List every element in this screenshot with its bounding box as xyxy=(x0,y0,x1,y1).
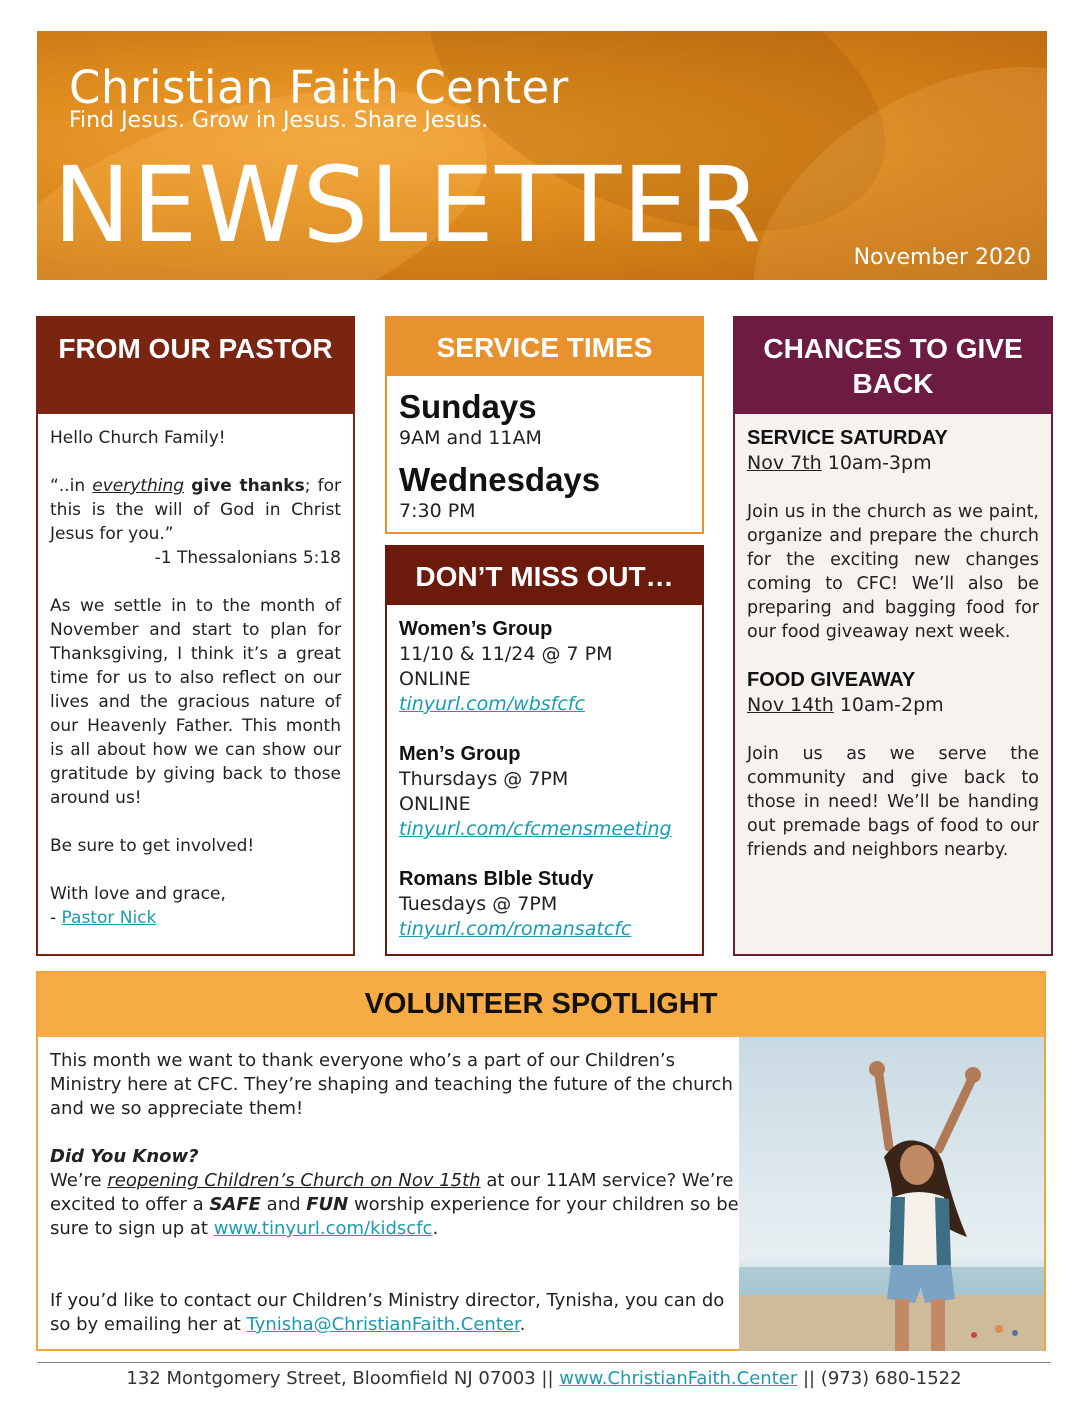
pastor-body xyxy=(38,414,353,930)
event-schedule: Tuesdays @ 7PM xyxy=(399,893,558,915)
volunteer-intro: This month we want to thank everyone who’s a part of our Children’s Ministry here at CFC. They’re shaping and teaching the future of the church and we so appreciate them! xyxy=(50,1050,733,1119)
service-times-section xyxy=(385,316,704,534)
event-schedule: Thursdays @ 7PM xyxy=(399,768,569,790)
tagline: Find Jesus. Grow in Jesus. Share Jesus. xyxy=(69,108,489,133)
greeting: Hello Church Family! xyxy=(50,428,226,448)
give-back-section xyxy=(733,316,1053,956)
event-schedule: 11/10 & 11/24 @ 7 PM xyxy=(399,643,613,665)
signature xyxy=(50,906,341,930)
event-title: Men’s Group xyxy=(399,743,521,765)
text-span: at our 11AM service? We’re excited to offer a xyxy=(50,1170,734,1215)
footer-phone: || (973) 680-1522 xyxy=(797,1368,962,1389)
event-title: Romans BIble Study xyxy=(399,868,594,890)
text-span: worship experience for your children so be sure to sign up at xyxy=(50,1194,739,1239)
event-womens-group xyxy=(399,617,702,717)
text-span: and xyxy=(260,1194,307,1215)
footer-divider xyxy=(37,1362,1051,1363)
pastor-paragraph: As we settle in to the month of November and start to plan for Thanksgiving, I think it’s a great time for us to also reflect on our lives and the gracious nature of our Heavenly Father. This month is all about how we can show our gratitude by giving back to those around us! xyxy=(50,596,341,808)
fun-emphasis: FUN xyxy=(306,1194,349,1215)
reopening-emphasis: reopening Children’s Church on Nov 15th xyxy=(107,1170,481,1191)
text-span: . xyxy=(519,1314,526,1335)
event-location: ONLINE xyxy=(399,668,471,690)
footer xyxy=(0,1368,1088,1389)
event-mens-group xyxy=(399,742,702,842)
service-time-wednesdays: 7:30 PM xyxy=(399,500,476,522)
event-title: Women’s Group xyxy=(399,618,553,640)
dont-miss-section xyxy=(385,545,704,956)
header-banner xyxy=(37,31,1047,280)
food-giveaway-title: FOOD GIVEAWAY xyxy=(747,669,916,691)
volunteer-spotlight-section xyxy=(36,971,1046,1351)
event-date: Nov 14th xyxy=(747,694,834,716)
quote-rest: ; for this is the will of God in Christ Jesus for you.” xyxy=(50,476,341,544)
service-day-wednesdays: Wednesdays xyxy=(399,461,601,498)
child-illustration xyxy=(739,1037,1044,1351)
scripture-quote xyxy=(50,474,341,546)
text-span: . xyxy=(432,1218,439,1239)
issue-date: November 2020 xyxy=(853,245,1031,270)
volunteer-announcement xyxy=(50,1169,740,1241)
pastor-section xyxy=(36,316,355,956)
footer-address: 132 Montgomery Street, Bloomfield NJ 07003 || xyxy=(126,1368,560,1389)
event-location: ONLINE xyxy=(399,793,471,815)
tynisha-email-link[interactable]: Tynisha@ChristianFaith.Center xyxy=(246,1314,520,1335)
service-saturday-text: Join us in the church as we paint, organize and prepare the church for the exciting new changes coming to CFC! We’ll also be preparing and bagging food for our food giveaway next week. xyxy=(747,502,1039,642)
pastor-nick-link[interactable]: Pastor Nick xyxy=(61,908,157,928)
text-span: We’re xyxy=(50,1170,108,1191)
event-romans-study xyxy=(399,867,702,942)
did-you-know: Did You Know? xyxy=(50,1146,199,1167)
event-link[interactable]: tinyurl.com/wbsfcfc xyxy=(399,693,585,715)
child-jumping-photo xyxy=(739,1037,1044,1351)
service-day-sundays: Sundays xyxy=(399,388,537,425)
event-time: 10am-2pm xyxy=(833,694,944,716)
pastor-heading: FROM OUR PASTOR xyxy=(38,318,353,414)
dont-miss-heading: DON’T MISS OUT… xyxy=(387,547,702,605)
newsletter-title: NEWSLETTER xyxy=(53,144,763,266)
give-back-heading: CHANCES TO GIVE BACK xyxy=(735,318,1051,414)
scripture-reference: -1 Thessalonians 5:18 xyxy=(154,548,341,568)
event-link[interactable]: tinyurl.com/romansatcfc xyxy=(399,918,632,940)
event-link[interactable]: tinyurl.com/cfcmensmeeting xyxy=(399,818,672,840)
quote-emphasis: everything xyxy=(92,476,185,496)
event-time: 10am-3pm xyxy=(821,452,932,474)
volunteer-contact xyxy=(50,1289,740,1337)
volunteer-text xyxy=(50,1049,740,1337)
text-span: If you’d like to contact our Children’s Ministry director, Tynisha, you can do so by emailing her at xyxy=(50,1290,725,1335)
kids-signup-link[interactable]: www.tinyurl.com/kidscfc xyxy=(213,1218,433,1239)
quote-open: “..in xyxy=(50,476,93,496)
get-involved: Be sure to get involved! xyxy=(50,836,255,856)
volunteer-heading: VOLUNTEER SPOTLIGHT xyxy=(38,973,1044,1037)
church-name: Christian Faith Center xyxy=(69,61,569,114)
safe-emphasis: SAFE xyxy=(209,1194,261,1215)
service-saturday-when xyxy=(747,451,1039,476)
quote-bold: give thanks xyxy=(191,476,305,496)
signature-dash: - xyxy=(50,908,62,928)
service-heading: SERVICE TIMES xyxy=(387,318,702,376)
event-date: Nov 7th xyxy=(747,452,822,474)
food-giveaway-text: Join us as we serve the community and give back to those in need! We’ll be handing out premade bags of food to our friends and neighbors nearby. xyxy=(747,744,1039,860)
service-saturday-title: SERVICE SATURDAY xyxy=(747,427,948,449)
website-link[interactable]: www.ChristianFaith.Center xyxy=(559,1368,798,1389)
closing: With love and grace, xyxy=(50,884,226,904)
service-time-sundays: 9AM and 11AM xyxy=(399,427,542,449)
food-giveaway-when xyxy=(747,693,1039,718)
